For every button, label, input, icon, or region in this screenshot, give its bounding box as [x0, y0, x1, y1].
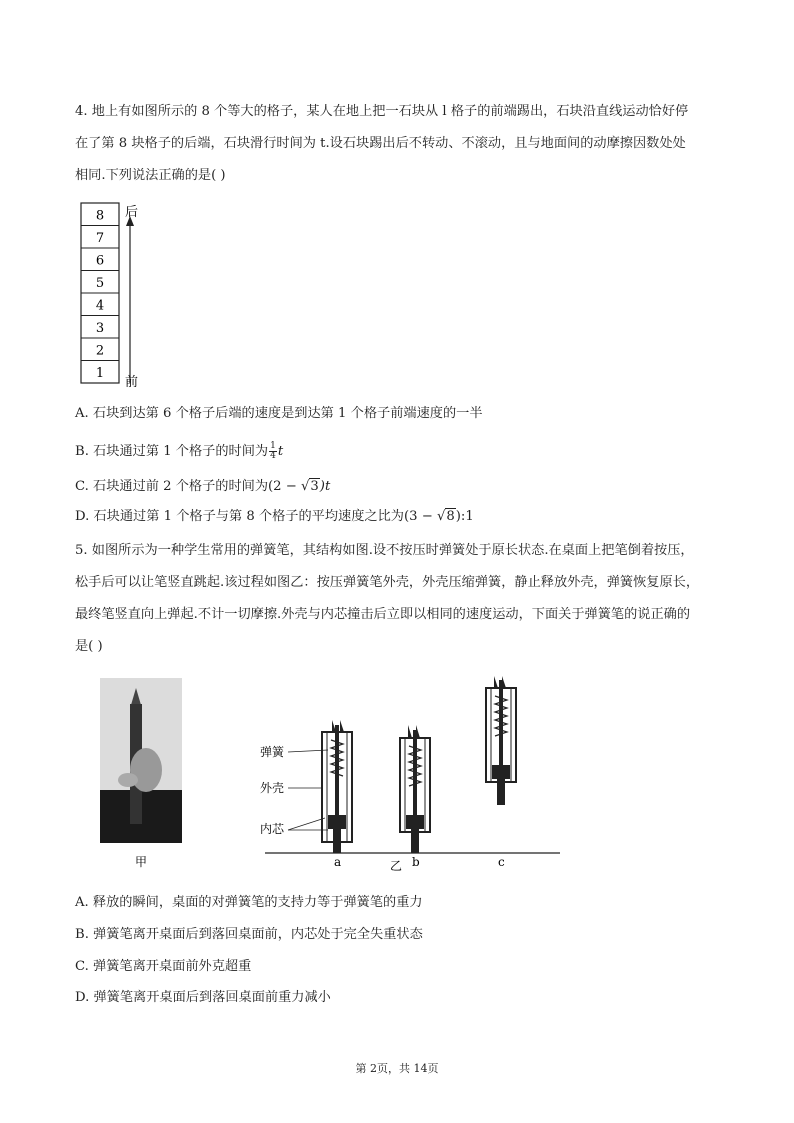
q5-line-4: 是( ) — [75, 639, 103, 654]
q4-option-b — [75, 442, 283, 462]
q5-line-3: 最终笔竖直向上弹起.不计一切摩擦.外壳与内芯撞击后立即以相同的速度运动，下面关于弹簧笔的说正确的 — [75, 607, 691, 622]
label-shell: 外壳 — [260, 781, 285, 795]
page-footer: 第 2页，共 14页 — [355, 1062, 439, 1075]
label-core: 内芯 — [260, 822, 285, 836]
q4-line-1: 4. 地上有如图所示的 8 个等大的格子，某人在地上把一石块从 l 格子的前端踢出，石块沿直线运动恰好停 — [75, 104, 689, 119]
q5-option-b: B. 弹簧笔离开桌面后到落回桌面前，内芯处于完全失重状态 — [75, 927, 423, 942]
grid-cell-2: 2 — [95, 343, 105, 359]
pen-b — [400, 725, 430, 869]
d-math-root: 8 — [446, 509, 455, 524]
q4-option-d-text: D. 石块通过第 1 个格子与第 8 个格子的平均速度之比为 — [75, 509, 404, 524]
fraction — [269, 442, 277, 461]
d-math-pre: (3 − — [403, 509, 437, 524]
fraction-den: 4 — [270, 451, 276, 461]
d-math-post: ):1 — [455, 509, 474, 524]
pen-a — [322, 720, 352, 869]
label-c: c — [498, 855, 505, 869]
label-back: 后 — [125, 205, 139, 220]
thumb — [118, 773, 138, 787]
fraction-num: 1 — [270, 441, 276, 451]
q4-line-3: 相同.下列说法正确的是( ) — [75, 168, 226, 183]
label-b: b — [412, 855, 420, 869]
pen-c — [486, 676, 516, 869]
c-math-post: )t — [319, 479, 331, 494]
label-a: a — [334, 855, 342, 869]
var-t: t — [277, 444, 284, 459]
q5-line-1: 5. 如图所示为一种学生常用的弹簧笔，其结构如图.设不按压时弹簧处于原长状态.在桌面上把笔倒着按压， — [75, 543, 694, 558]
q4-option-b-text: B. 石块通过第 1 个格子的时间为 — [75, 444, 269, 459]
grid-cell-4: 4 — [95, 298, 105, 314]
c-math-root: 3 — [310, 479, 319, 494]
leader-core-1 — [288, 818, 325, 830]
q5-option-a: A. 释放的瞬间，桌面的对弹簧笔的支持力等于弹簧笔的重力 — [75, 895, 423, 910]
q5-line-2: 松手后可以让笔竖直跳起.该过程如图乙：按压弹簧笔外壳，外壳压缩弹簧，静止释放外壳，弹簧恢复原长， — [75, 575, 700, 590]
grid-cell-6: 6 — [95, 253, 105, 269]
q5-option-d: D. 弹簧笔离开桌面后到落回桌面前重力减小 — [75, 990, 331, 1005]
photo-jia — [100, 678, 182, 869]
q4-option-c-text: C. 石块通过前 2 个格子的时间为 — [75, 479, 269, 494]
c-math-pre: (2 − — [268, 479, 301, 494]
q4-grid-figure — [75, 198, 165, 393]
q5-stem — [75, 535, 725, 663]
q4-option-d: D. 石块通过第 1 个格子与第 8 个格子的平均速度之比为(3 − √8):1 — [75, 509, 474, 524]
grid-cell-8: 8 — [95, 208, 105, 224]
q4-option-c: C. 石块通过前 2 个格子的时间为(2 − √3)t — [75, 479, 331, 494]
photo-caption: 甲 — [135, 855, 148, 869]
grid-cell-3: 3 — [95, 320, 105, 336]
grid-cell-1: 1 — [95, 365, 105, 381]
q5-option-c: C. 弹簧笔离开桌面前外克超重 — [75, 959, 252, 974]
q4-stem — [75, 96, 725, 192]
grid-cell-5: 5 — [95, 275, 105, 291]
grid-cell-7: 7 — [95, 230, 105, 246]
q4-option-a: A. 石块到达第 6 个格子后端的速度是到达第 1 个格子前端速度的一半 — [75, 406, 483, 421]
label-spring: 弹簧 — [260, 745, 285, 759]
q5-figure — [70, 670, 570, 880]
label-front: 前 — [125, 375, 139, 390]
q4-line-2: 在了第 8 块格子的后端，石块滑行时间为 t.设石块踢出后不转动、不滚动，且与地面间的动摩擦因数处处 — [75, 136, 686, 151]
hand — [130, 748, 162, 792]
diagram-caption: 乙 — [390, 859, 403, 873]
